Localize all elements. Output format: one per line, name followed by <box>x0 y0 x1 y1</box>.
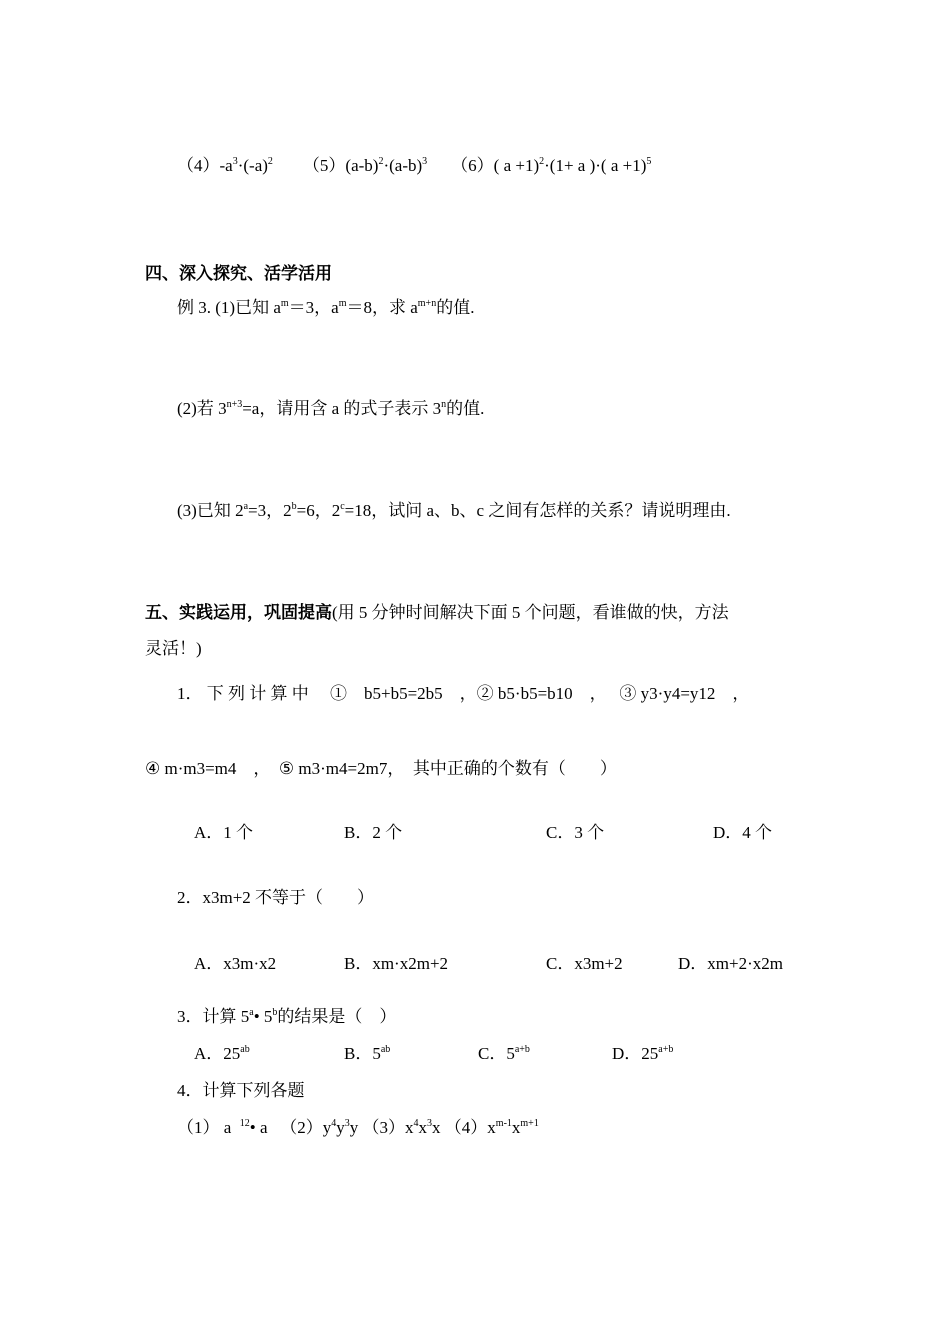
q3-option-b: B．$5^{ab}$ <box>344 1044 391 1063</box>
example3-part1: 例 3. (1)已知 $a^m=3$，$a^m=8$，求 $a^{m+n}$的值. <box>177 298 475 317</box>
q4-part3: $(3)x^4x^3x$ <box>362 1118 441 1137</box>
q2-option-d: D．xm+2·x2m <box>678 954 783 973</box>
question4-parts <box>177 1117 539 1142</box>
section5-intro: 五、实践运用，巩固提高(用 5 分钟时间解决下面 5 个问题，看谁做的快，方法 <box>145 603 729 623</box>
problems-4-6 <box>177 155 651 180</box>
problem-5: $(5)(a-b)^2\cdot(a-b)^3$ <box>302 156 428 175</box>
section4-title: 四、深入探究、活学活用 <box>145 264 332 284</box>
q4-part2: $(2)y^4y^3y$ <box>280 1118 359 1137</box>
q1-option-c: C．3 个 <box>546 823 605 842</box>
problem-4: $(4)-a^3\cdot(-a)^2$ <box>177 156 273 175</box>
question4-stem: 4．计算下列各题 <box>177 1081 305 1100</box>
q3-option-c: C．$5^{a+b}$ <box>478 1044 530 1063</box>
q1-option-a: A．1 个 <box>194 823 254 842</box>
q3-option-d: D．$25^{a+b}$ <box>612 1044 674 1063</box>
question3-stem: 3．计算 5$^a$• 5$^b$的结果是（ ） <box>177 1007 397 1026</box>
q1-option-d: D．4 个 <box>713 823 773 842</box>
question1-stem: 1． 下 列 计 算 中 ① b5+b5=2b5 ，② b5·b5=b10 ， ③ y3·y4=y12 ， <box>177 684 750 703</box>
problem-6: （6）( a +1)$^2$·(1+ a )·( a +1)$^5$ <box>451 156 652 175</box>
section5-intro-line2: 灵活！) <box>145 639 202 658</box>
q2-option-a: A．x3m·x2 <box>194 954 277 973</box>
q1-option-b: B．2 个 <box>344 823 403 842</box>
q4-part1: （1） a $^{12}$• a <box>177 1118 268 1137</box>
q3-option-a: A．$25^{ab}$ <box>194 1044 250 1063</box>
question1-stem-line2: ④ m·m3=m4 ， ⑤ m3·m4=2m7， 其中正确的个数有（ ） <box>145 759 617 778</box>
q2-option-c: C．x3m+2 <box>546 954 623 973</box>
question2-stem: 2．x3m+2 不等于（ ） <box>177 888 375 907</box>
example3-part3: (3)已知 $2^a=3$，$2^b=6$，$2^c=18$，试问 a、b、c 之间有怎样的关系？请说明理由. <box>177 501 731 520</box>
section5-title: 五、实践运用，巩固提高 <box>145 603 332 623</box>
example3-part2: (2)若 $3^{n+3}=a$，请用含 a 的式子表示 3$^n$的值. <box>177 399 485 418</box>
q4-part4: $(4)x^{m-1}x^{m+1}$ <box>444 1118 539 1137</box>
q2-option-b: B．xm·x2m+2 <box>344 954 449 973</box>
